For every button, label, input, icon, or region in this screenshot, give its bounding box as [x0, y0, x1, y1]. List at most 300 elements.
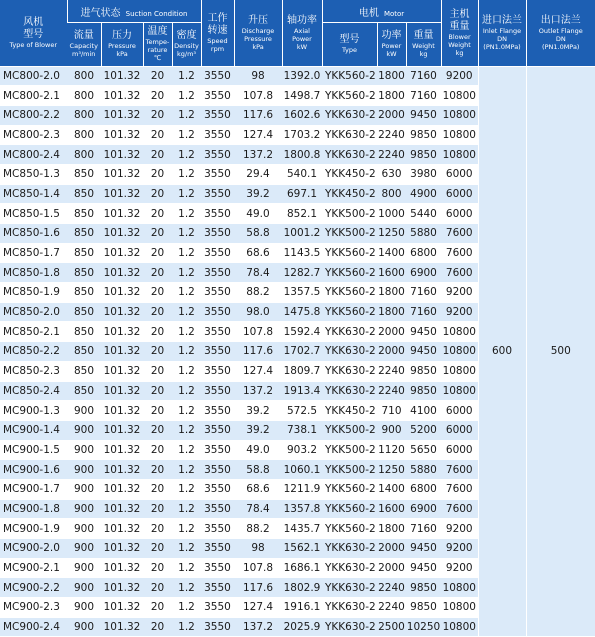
speed-cell: 3550: [201, 361, 234, 381]
motor-power-cell: 1800: [377, 86, 406, 106]
temperature-cell: 20: [143, 617, 172, 637]
pressure-cell: 101.32: [101, 145, 143, 165]
motor-weight-cell: 4900: [406, 184, 441, 204]
speed-cell: 3550: [201, 558, 234, 578]
capacity-cell: 900: [67, 401, 101, 421]
speed-cell: 3550: [201, 342, 234, 362]
speed-header: 工作 转速 Speed rpm: [201, 0, 234, 66]
motor-type-cell: YKK630-2: [322, 105, 377, 125]
blower-weight-cell: 6000: [441, 184, 478, 204]
speed-cell: 3550: [201, 617, 234, 637]
axial-power-cell: 1602.6: [282, 105, 322, 125]
model-header: 风机 型号 Type of Blower: [0, 0, 67, 66]
density-cell: 1.2: [172, 519, 201, 539]
motor-weight-cell: 9850: [406, 598, 441, 618]
pressure-cell: 101.32: [101, 322, 143, 342]
axial-power-cell: 1592.4: [282, 322, 322, 342]
speed-cell: 3550: [201, 145, 234, 165]
model-cell: MC850-1.9: [0, 283, 67, 303]
model-cell: MC900-2.1: [0, 558, 67, 578]
motor-weight-cell: 5200: [406, 420, 441, 440]
speed-cell: 3550: [201, 224, 234, 244]
blower-weight-cell: 10800: [441, 578, 478, 598]
discharge-pressure-cell: 127.4: [234, 361, 282, 381]
speed-cell: 3550: [201, 263, 234, 283]
discharge-pressure-cell: 39.2: [234, 401, 282, 421]
blower-weight-cell: 7600: [441, 224, 478, 244]
density-cell: 1.2: [172, 164, 201, 184]
capacity-cell: 900: [67, 598, 101, 618]
capacity-header: 流量 Capacity m³/min: [67, 22, 101, 66]
blower-weight-cell: 10800: [441, 125, 478, 145]
motor-weight-cell: 9450: [406, 322, 441, 342]
model-cell: MC900-1.3: [0, 401, 67, 421]
discharge-pressure-cell: 107.8: [234, 558, 282, 578]
motor-power-cell: 2000: [377, 105, 406, 125]
model-cell: MC800-2.3: [0, 125, 67, 145]
model-cell: MC900-1.8: [0, 499, 67, 519]
speed-cell: 3550: [201, 519, 234, 539]
pressure-cell: 101.32: [101, 479, 143, 499]
axial-power-cell: 1392.0: [282, 66, 322, 86]
pressure-cell: 101.32: [101, 361, 143, 381]
pressure-cell: 101.32: [101, 519, 143, 539]
axial-power-cell: 1498.7: [282, 86, 322, 106]
speed-cell: 3550: [201, 66, 234, 86]
blower-weight-cell: 9200: [441, 283, 478, 303]
model-cell: MC900-1.5: [0, 440, 67, 460]
motor-type-cell: YKK560-2: [322, 66, 377, 86]
motor-type-cell: YKK630-2: [322, 558, 377, 578]
model-cell: MC800-2.2: [0, 105, 67, 125]
motor-type-cell: YKK630-2: [322, 322, 377, 342]
density-cell: 1.2: [172, 243, 201, 263]
model-cell: MC800-2.1: [0, 86, 67, 106]
pressure-cell: 101.32: [101, 558, 143, 578]
motor-power-cell: 2240: [377, 145, 406, 165]
density-cell: 1.2: [172, 224, 201, 244]
motor-type-cell: YKK560-2: [322, 86, 377, 106]
discharge-pressure-cell: 117.6: [234, 578, 282, 598]
model-cell: MC850-1.8: [0, 263, 67, 283]
motor-power-cell: 800: [377, 184, 406, 204]
discharge-pressure-cell: 98.0: [234, 302, 282, 322]
motor-weight-header: 重量 Weight kg: [406, 22, 441, 66]
capacity-cell: 850: [67, 243, 101, 263]
motor-weight-cell: 7160: [406, 66, 441, 86]
discharge-pressure-cell: 127.4: [234, 598, 282, 618]
temperature-header: 温度 Tempe- rature ℃: [143, 22, 172, 66]
blower-weight-cell: 9200: [441, 302, 478, 322]
model-cell: MC850-1.7: [0, 243, 67, 263]
motor-weight-cell: 9450: [406, 342, 441, 362]
speed-cell: 3550: [201, 184, 234, 204]
discharge-pressure-cell: 39.2: [234, 420, 282, 440]
axial-power-cell: 1800.8: [282, 145, 322, 165]
density-cell: 1.2: [172, 598, 201, 618]
pressure-cell: 101.32: [101, 243, 143, 263]
table-row: [0, 66, 595, 86]
motor-weight-cell: 9450: [406, 539, 441, 559]
axial-power-cell: 697.1: [282, 184, 322, 204]
temperature-cell: 20: [143, 381, 172, 401]
density-cell: 1.2: [172, 105, 201, 125]
inlet-flange-header: 进口法兰 Inlet Flange DN (PN1.0MPa): [478, 0, 526, 66]
axial-power-cell: 1809.7: [282, 361, 322, 381]
motor-type-cell: YKK560-2: [322, 283, 377, 303]
pressure-cell: 101.32: [101, 460, 143, 480]
motor-type-cell: YKK500-2: [322, 224, 377, 244]
motor-type-cell: YKK630-2: [322, 342, 377, 362]
motor-type-cell: YKK560-2: [322, 519, 377, 539]
model-cell: MC850-1.6: [0, 224, 67, 244]
pressure-cell: 101.32: [101, 617, 143, 637]
temperature-cell: 20: [143, 578, 172, 598]
discharge-pressure-cell: 78.4: [234, 263, 282, 283]
discharge-pressure-cell: 58.8: [234, 460, 282, 480]
blower-weight-cell: 6000: [441, 164, 478, 184]
speed-cell: 3550: [201, 499, 234, 519]
capacity-cell: 900: [67, 479, 101, 499]
motor-weight-cell: 7160: [406, 519, 441, 539]
pressure-cell: 101.32: [101, 164, 143, 184]
temperature-cell: 20: [143, 558, 172, 578]
motor-weight-cell: 9450: [406, 105, 441, 125]
axial-power-cell: 1211.9: [282, 479, 322, 499]
temperature-cell: 20: [143, 499, 172, 519]
axial-power-cell: 1435.7: [282, 519, 322, 539]
model-cell: MC850-1.3: [0, 164, 67, 184]
motor-power-cell: 1600: [377, 263, 406, 283]
discharge-pressure-cell: 49.0: [234, 204, 282, 224]
blower-weight-cell: 9200: [441, 539, 478, 559]
pressure-cell: 101.32: [101, 381, 143, 401]
motor-type-cell: YKK500-2: [322, 420, 377, 440]
motor-power-cell: 630: [377, 164, 406, 184]
motor-type-cell: YKK500-2: [322, 460, 377, 480]
speed-cell: 3550: [201, 283, 234, 303]
discharge-pressure-cell: 68.6: [234, 479, 282, 499]
motor-power-cell: 1250: [377, 224, 406, 244]
motor-type-cell: YKK630-2: [322, 361, 377, 381]
temperature-cell: 20: [143, 361, 172, 381]
motor-type-cell: YKK500-2: [322, 440, 377, 460]
density-cell: 1.2: [172, 66, 201, 86]
pressure-cell: 101.32: [101, 204, 143, 224]
motor-power-cell: 900: [377, 420, 406, 440]
motor-type-cell: YKK630-2: [322, 578, 377, 598]
temperature-cell: 20: [143, 479, 172, 499]
blower-weight-cell: 10800: [441, 381, 478, 401]
discharge-pressure-cell: 58.8: [234, 224, 282, 244]
axial-power-cell: 1143.5: [282, 243, 322, 263]
motor-type-cell: YKK630-2: [322, 617, 377, 637]
capacity-cell: 900: [67, 558, 101, 578]
table-header: [0, 0, 595, 66]
blower-weight-cell: 6000: [441, 204, 478, 224]
blower-weight-cell: 6000: [441, 420, 478, 440]
density-cell: 1.2: [172, 578, 201, 598]
motor-type-cell: YKK630-2: [322, 539, 377, 559]
temperature-cell: 20: [143, 125, 172, 145]
axial-power-cell: 1357.5: [282, 283, 322, 303]
model-cell: MC850-1.4: [0, 184, 67, 204]
discharge-pressure-cell: 137.2: [234, 145, 282, 165]
pressure-cell: 101.32: [101, 499, 143, 519]
capacity-cell: 900: [67, 420, 101, 440]
motor-power-cell: 1800: [377, 519, 406, 539]
density-cell: 1.2: [172, 283, 201, 303]
motor-weight-cell: 5650: [406, 440, 441, 460]
temperature-cell: 20: [143, 460, 172, 480]
speed-cell: 3550: [201, 164, 234, 184]
capacity-cell: 850: [67, 381, 101, 401]
suction-condition-header: 进气状态 Suction Condition: [67, 0, 201, 22]
axial-power-cell: 1562.1: [282, 539, 322, 559]
axial-power-cell: 1802.9: [282, 578, 322, 598]
capacity-cell: 850: [67, 322, 101, 342]
discharge-pressure-cell: 39.2: [234, 184, 282, 204]
motor-power-cell: 1400: [377, 243, 406, 263]
discharge-pressure-cell: 49.0: [234, 440, 282, 460]
model-cell: MC900-2.3: [0, 598, 67, 618]
axial-power-cell: 1060.1: [282, 460, 322, 480]
axial-power-cell: 1913.4: [282, 381, 322, 401]
model-cell: MC850-2.1: [0, 322, 67, 342]
speed-cell: 3550: [201, 125, 234, 145]
temperature-cell: 20: [143, 283, 172, 303]
density-cell: 1.2: [172, 322, 201, 342]
discharge-pressure-cell: 117.6: [234, 105, 282, 125]
density-cell: 1.2: [172, 401, 201, 421]
motor-weight-cell: 7160: [406, 302, 441, 322]
axial-power-cell: 572.5: [282, 401, 322, 421]
motor-power-cell: 1800: [377, 283, 406, 303]
discharge-pressure-cell: 137.2: [234, 617, 282, 637]
motor-power-cell: 1000: [377, 204, 406, 224]
motor-power-cell: 1800: [377, 302, 406, 322]
density-cell: 1.2: [172, 558, 201, 578]
density-cell: 1.2: [172, 381, 201, 401]
blower-weight-cell: 7600: [441, 460, 478, 480]
motor-weight-cell: 9850: [406, 381, 441, 401]
pressure-cell: 101.32: [101, 224, 143, 244]
motor-power-cell: 2240: [377, 125, 406, 145]
motor-weight-cell: 9850: [406, 578, 441, 598]
capacity-cell: 850: [67, 204, 101, 224]
motor-weight-cell: 5440: [406, 204, 441, 224]
capacity-cell: 800: [67, 66, 101, 86]
pressure-cell: 101.32: [101, 105, 143, 125]
temperature-cell: 20: [143, 243, 172, 263]
model-cell: MC800-2.0: [0, 66, 67, 86]
axial-power-cell: 1475.8: [282, 302, 322, 322]
discharge-pressure-cell: 117.6: [234, 342, 282, 362]
capacity-cell: 850: [67, 184, 101, 204]
motor-weight-cell: 7160: [406, 283, 441, 303]
pressure-cell: 101.32: [101, 440, 143, 460]
outlet-flange-header: 出口法兰 Outlet Flange DN (PN1.0MPa): [526, 0, 595, 66]
motor-weight-cell: 4100: [406, 401, 441, 421]
capacity-cell: 800: [67, 86, 101, 106]
model-cell: MC900-1.6: [0, 460, 67, 480]
capacity-cell: 850: [67, 164, 101, 184]
motor-type-cell: YKK560-2: [322, 263, 377, 283]
temperature-cell: 20: [143, 519, 172, 539]
blower-weight-cell: 7600: [441, 243, 478, 263]
model-cell: MC900-1.7: [0, 479, 67, 499]
blower-weight-cell: 10800: [441, 86, 478, 106]
speed-cell: 3550: [201, 479, 234, 499]
motor-power-cell: 1400: [377, 479, 406, 499]
density-cell: 1.2: [172, 184, 201, 204]
motor-header: 电机 Motor: [322, 0, 441, 22]
blower-weight-cell: 7600: [441, 263, 478, 283]
speed-cell: 3550: [201, 401, 234, 421]
speed-cell: 3550: [201, 460, 234, 480]
motor-type-cell: YKK560-2: [322, 243, 377, 263]
density-cell: 1.2: [172, 460, 201, 480]
capacity-cell: 850: [67, 302, 101, 322]
capacity-cell: 850: [67, 263, 101, 283]
table-body: [0, 66, 595, 637]
axial-power-cell: 1001.2: [282, 224, 322, 244]
blower-weight-cell: 9200: [441, 558, 478, 578]
motor-type-cell: YKK560-2: [322, 499, 377, 519]
model-cell: MC900-1.9: [0, 519, 67, 539]
density-cell: 1.2: [172, 263, 201, 283]
speed-cell: 3550: [201, 243, 234, 263]
axial-power-cell: 738.1: [282, 420, 322, 440]
density-cell: 1.2: [172, 302, 201, 322]
discharge-pressure-cell: 98: [234, 539, 282, 559]
blower-weight-cell: 10800: [441, 322, 478, 342]
blower-weight-cell: 10800: [441, 145, 478, 165]
pressure-cell: 101.32: [101, 184, 143, 204]
density-cell: 1.2: [172, 479, 201, 499]
motor-type-cell: YKK450-2: [322, 401, 377, 421]
motor-power-cell: 2000: [377, 558, 406, 578]
motor-type-cell: YKK630-2: [322, 145, 377, 165]
blower-weight-cell: 10800: [441, 342, 478, 362]
speed-cell: 3550: [201, 105, 234, 125]
temperature-cell: 20: [143, 263, 172, 283]
motor-power-cell: 2000: [377, 322, 406, 342]
temperature-cell: 20: [143, 598, 172, 618]
density-cell: 1.2: [172, 204, 201, 224]
outlet-flange-cell: 500: [526, 66, 595, 637]
density-cell: 1.2: [172, 342, 201, 362]
axial-power-header: 轴功率 Axial Power kW: [282, 0, 322, 66]
motor-weight-cell: 5880: [406, 460, 441, 480]
pressure-cell: 101.32: [101, 86, 143, 106]
axial-power-cell: 852.1: [282, 204, 322, 224]
motor-power-cell: 1250: [377, 460, 406, 480]
motor-power-header: 功率 Power kW: [377, 22, 406, 66]
pressure-cell: 101.32: [101, 283, 143, 303]
capacity-cell: 900: [67, 460, 101, 480]
motor-weight-cell: 10250: [406, 617, 441, 637]
motor-type-cell: YKK630-2: [322, 598, 377, 618]
blower-weight-cell: 6000: [441, 401, 478, 421]
axial-power-cell: 903.2: [282, 440, 322, 460]
model-cell: MC850-1.5: [0, 204, 67, 224]
density-header: 密度 Density kg/m³: [172, 22, 201, 66]
capacity-cell: 800: [67, 125, 101, 145]
speed-cell: 3550: [201, 204, 234, 224]
capacity-cell: 800: [67, 145, 101, 165]
motor-type-cell: YKK560-2: [322, 479, 377, 499]
density-cell: 1.2: [172, 145, 201, 165]
density-cell: 1.2: [172, 539, 201, 559]
motor-weight-cell: 5880: [406, 224, 441, 244]
axial-power-cell: 2025.9: [282, 617, 322, 637]
density-cell: 1.2: [172, 420, 201, 440]
pressure-header: 压力 Pressure kPa: [101, 22, 143, 66]
model-cell: MC800-2.4: [0, 145, 67, 165]
pressure-cell: 101.32: [101, 302, 143, 322]
axial-power-cell: 1702.7: [282, 342, 322, 362]
capacity-cell: 800: [67, 105, 101, 125]
discharge-pressure-cell: 88.2: [234, 519, 282, 539]
pressure-cell: 101.32: [101, 342, 143, 362]
motor-power-cell: 2000: [377, 342, 406, 362]
discharge-pressure-cell: 88.2: [234, 283, 282, 303]
pressure-cell: 101.32: [101, 539, 143, 559]
discharge-pressure-cell: 107.8: [234, 322, 282, 342]
temperature-cell: 20: [143, 539, 172, 559]
axial-power-cell: 1686.1: [282, 558, 322, 578]
motor-type-cell: YKK450-2: [322, 184, 377, 204]
motor-weight-cell: 6800: [406, 243, 441, 263]
axial-power-cell: 1703.2: [282, 125, 322, 145]
motor-power-cell: 2240: [377, 381, 406, 401]
inlet-flange-cell: 600: [478, 66, 526, 637]
discharge-pressure-cell: 137.2: [234, 381, 282, 401]
capacity-cell: 900: [67, 499, 101, 519]
capacity-cell: 900: [67, 440, 101, 460]
motor-weight-cell: 6900: [406, 499, 441, 519]
axial-power-cell: 540.1: [282, 164, 322, 184]
density-cell: 1.2: [172, 361, 201, 381]
temperature-cell: 20: [143, 342, 172, 362]
temperature-cell: 20: [143, 420, 172, 440]
capacity-cell: 900: [67, 539, 101, 559]
discharge-pressure-cell: 29.4: [234, 164, 282, 184]
discharge-pressure-cell: 78.4: [234, 499, 282, 519]
model-cell: MC850-2.3: [0, 361, 67, 381]
temperature-cell: 20: [143, 204, 172, 224]
capacity-cell: 850: [67, 361, 101, 381]
motor-weight-cell: 9850: [406, 125, 441, 145]
temperature-cell: 20: [143, 86, 172, 106]
speed-cell: 3550: [201, 420, 234, 440]
speed-cell: 3550: [201, 440, 234, 460]
motor-type-cell: YKK630-2: [322, 125, 377, 145]
motor-weight-cell: 9450: [406, 558, 441, 578]
motor-type-header: 型号 Type: [322, 22, 377, 66]
speed-cell: 3550: [201, 322, 234, 342]
density-cell: 1.2: [172, 499, 201, 519]
capacity-cell: 850: [67, 342, 101, 362]
blower-weight-cell: 9200: [441, 66, 478, 86]
temperature-cell: 20: [143, 322, 172, 342]
motor-weight-cell: 9850: [406, 145, 441, 165]
model-cell: MC900-2.4: [0, 617, 67, 637]
motor-type-cell: YKK500-2: [322, 204, 377, 224]
motor-power-cell: 2240: [377, 578, 406, 598]
pressure-cell: 101.32: [101, 66, 143, 86]
